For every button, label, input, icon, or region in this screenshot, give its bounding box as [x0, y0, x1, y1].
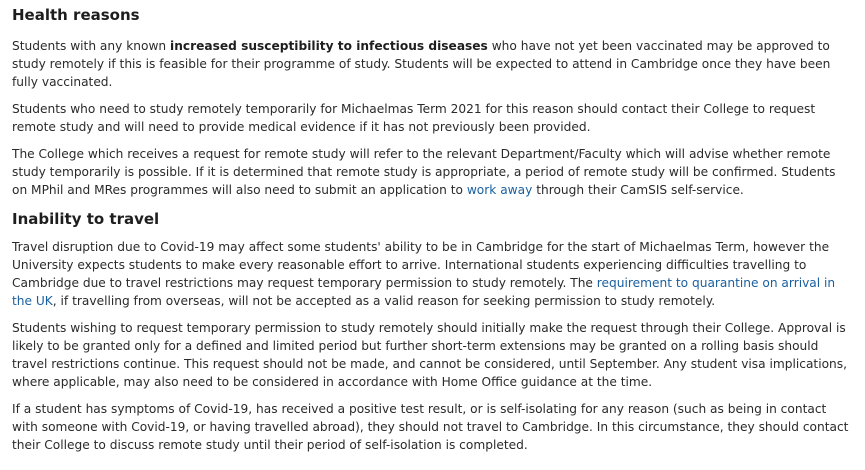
travel-paragraph-2: Students wishing to request temporary permission to study remotely should initially make the request through their College. Approval is likely to be granted only for a defined and limited period but further short-term extensions may be granted on a rolling basis should travel restrictions continue. This request should not be made, and cannot be considered, until September. Any student visa implications, where applicable, may also need to be considered in accordance with Home Office guidance at the time. [12, 321, 847, 389]
text: through their CamSIS self-service. [532, 183, 744, 197]
health-paragraph-2: Students who need to study remotely temporarily for Michaelmas Term 2021 for this reason should contact their College to request remote study and will need to provide medical evidence if it has not previously been provided. [12, 102, 816, 134]
text: Travel disruption due to Covid-19 may affect some students' ability to be in Cambridge for the start of Michaelmas Term, however the University expects students to make every reasonable effort to arrive. International students experiencing difficulties travelling to Cambridge due to travel restrictions may request temporary permission to study remotely. The [12, 240, 830, 290]
health-paragraph-3 [12, 145, 853, 199]
travel-paragraph-1 [12, 238, 853, 310]
section-heading-inability-to-travel: Inability to travel [12, 210, 160, 228]
quarantine-requirement-link[interactable]: requirement to quarantine on arrival in the UK [12, 276, 836, 308]
text: The College which receives a request for remote study will refer to the relevant Department/Faculty which will advise whether remote study temporarily is possible. If it is determined that remote study is appropriate, a period of remote study will be confirmed. Students on MPhil and MRes programmes will also need to submit an application to [12, 147, 836, 197]
travel-paragraph-3: If a student has symptoms of Covid-19, has received a positive test result, or is self-isolating for any reason (such as being in contact with someone with Covid-19, or having travelled abroad), they should not travel to Cambridge. In this circumstance, they should contact their College to discuss remote study until their period of self-isolation is completed. [12, 402, 849, 452]
emphasis-text: increased susceptibility to infectious diseases [170, 39, 488, 53]
text: Students with any known [12, 39, 171, 53]
text: , if travelling from overseas, will not be accepted as a valid reason for seeking permission to study remotely. [52, 294, 716, 308]
section-heading-health-reasons: Health reasons [12, 6, 140, 24]
health-paragraph-1 [12, 37, 853, 91]
text: who have not yet been vaccinated may be approved to study remotely if this is feasible for their programme of study. Students will be expected to attend in Cambridge once they have been fully vaccinated. [12, 39, 831, 89]
work-away-link[interactable]: work away [466, 183, 533, 197]
